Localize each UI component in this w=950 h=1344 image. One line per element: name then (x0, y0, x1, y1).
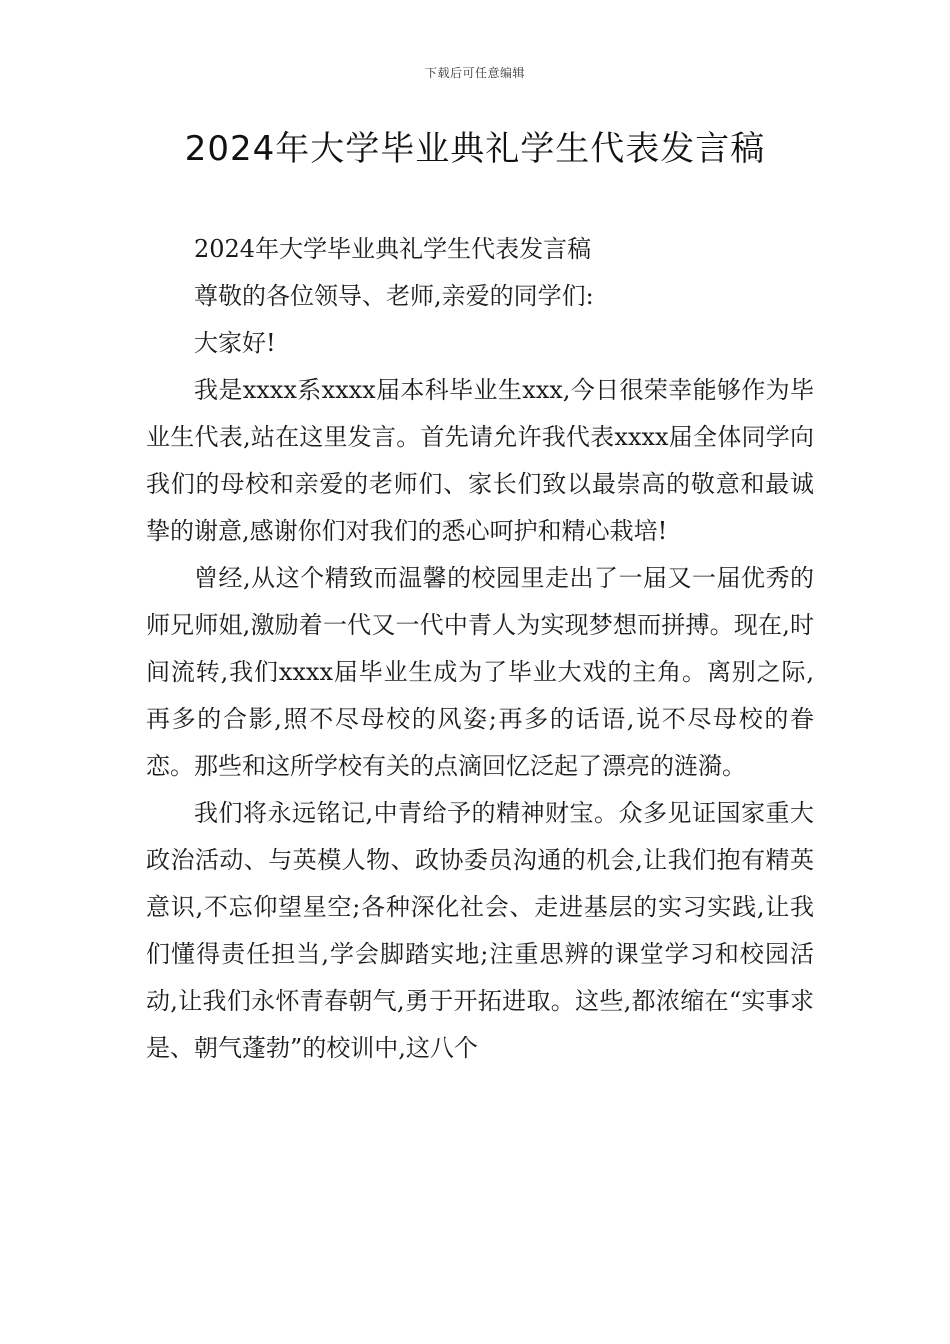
paragraph-greeting: 大家好! (194, 329, 276, 357)
paragraph-memories: 曾经,从这个精致而温馨的校园里走出了一届又一届优秀的师兄师姐,激励着一代又一代中青人为实现梦想而拼搏。现在,时间流转,我们xxxx届毕业生成为了毕业大戏的主角。离别之际,再多的合影,照不尽母校的风姿;再多的话语,说不尽母校的眷恋。那些和这所学校有关的点滴回忆泛起了漂亮的涟漪。 (146, 564, 814, 780)
document-title: 2024年大学毕业典礼学生代表发言稿 (184, 129, 766, 169)
document-body (146, 226, 814, 1072)
paragraph-repeat-title: 2024年大学毕业典礼学生代表发言稿 (194, 235, 592, 263)
paragraph-introduction: 我是xxxx系xxxx届本科毕业生xxx,今日很荣幸能够作为毕业生代表,站在这里发言。首先请允许我代表xxxx届全体同学向我们的母校和亲爱的老师们、家长们致以最崇高的敬意和最诚挚的谢意,感谢你们对我们的悉心呵护和精心栽培! (146, 376, 814, 545)
paragraph-salutation: 尊敬的各位领导、老师,亲爱的同学们: (194, 282, 594, 310)
header-note: 下载后可任意编辑 (424, 66, 525, 80)
paragraph-spirit: 我们将永远铭记,中青给予的精神财宝。众多见证国家重大政治活动、与英模人物、政协委员沟通的机会,让我们抱有精英意识,不忘仰望星空;各种深化社会、走进基层的实习实践,让我们懂得责任担当,学会脚踏实地;注重思辨的课堂学习和校园活动,让我们永怀青春朝气,勇于开拓进取。这些,都浓缩在“实事求是、朝气蓬勃”的校训中,这八个 (146, 799, 814, 1062)
